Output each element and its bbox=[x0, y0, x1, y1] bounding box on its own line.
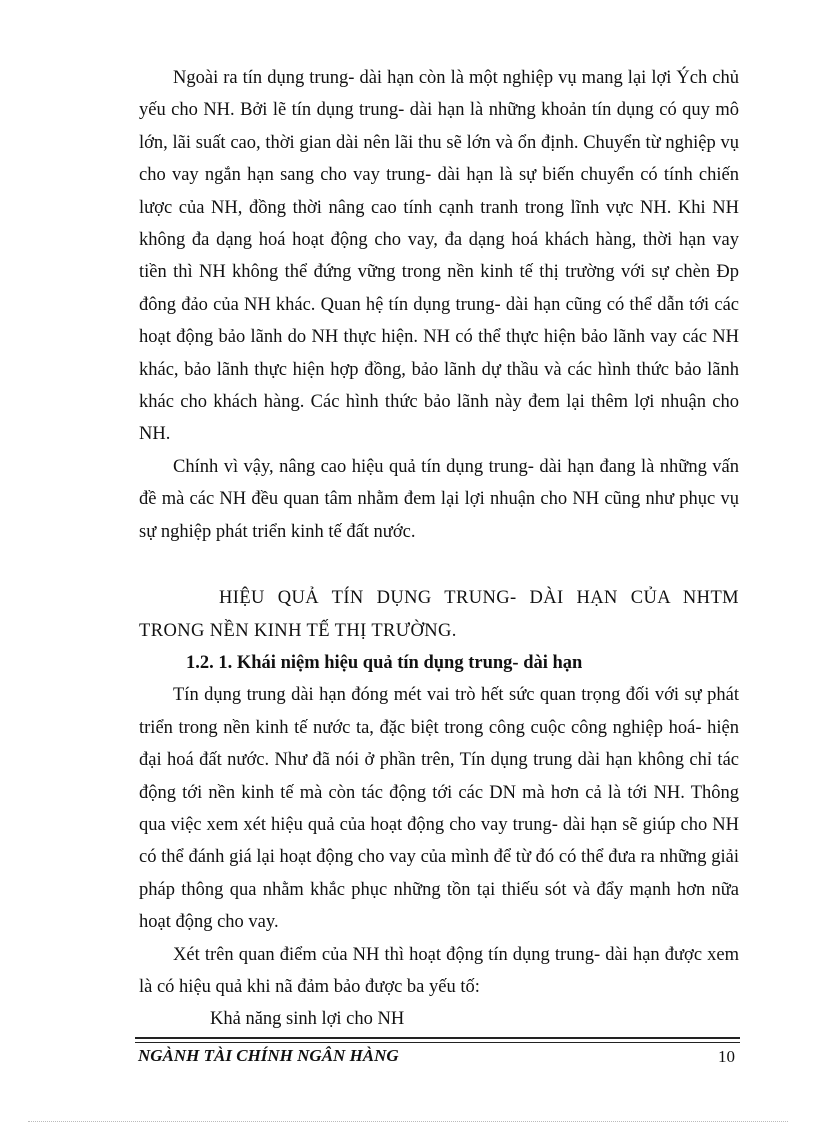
section-heading: HIỆU QUẢ TÍN DỤNG TRUNG- DÀI HẠN CỦA NHTM TRONG NỀN KINH TẾ THỊ TRƯỜNG. bbox=[139, 588, 739, 641]
page-number: 10 bbox=[718, 1047, 735, 1066]
paragraph-bank-perspective: Xét trên quan điểm của NH thì hoạt động tín dụng trung- dài hạn được xem là có hiệu quả khi nã đảm bảo được ba yếu tố: bbox=[139, 944, 739, 997]
paragraph-credit-benefits: Ngoài ra tín dụng trung- dài hạn còn là một nghiệp vụ mang lại lợi Ých chủ yếu cho NH. Bởi lẽ tín dụng trung- dài hạn là những khoản tín dụng có quy mô lớn, lãi suất cao, thời gian dài nên lãi thu sẽ lớn và ổn định. Chuyển từ nghiệp vụ cho vay ngắn hạn sang cho vay trung- dài hạn là sự biến chuyển có tính chiến lược của NH, đồng thời nâng cao tính cạnh tranh trong lĩnh vực NH. Khi NH không đa dạng hoá hoạt động cho vay, đa dạng hoá khách hàng, thời hạn vay tiền thì NH không thể đứng vững trong nền kinh tế thị trường với sự chèn Ðp đông đảo của NH khác. Quan hệ tín dụng trung- dài hạn cũng có thể dẫn tới các hoạt động bảo lãnh do NH thực hiện. NH có thể thực hiện bảo lãnh vay các NH khác, bảo lãnh thực hiện hợp đồng, bảo lãnh dự thầu và các hình thức bảo lãnh khác cho khách hàng. Các hình thức bảo lãnh này đem lại thêm lợi nhuận cho NH. bbox=[139, 68, 739, 445]
subsection-heading: 1.2. 1. Khái niệm hiệu quả tín dụng trung- dài hạn bbox=[186, 652, 583, 673]
document-body bbox=[139, 62, 739, 1036]
footer-rule-thin bbox=[135, 1042, 740, 1043]
footer-title: NGÀNH TÀI CHÍNH NGÂN HÀNG bbox=[138, 1046, 399, 1065]
page-bottom-divider bbox=[28, 1121, 788, 1122]
paragraph-role-of-credit: Tín dụng trung dài hạn đóng mét vai trò hết sức quan trọng đối với sự phát triển trong nền kinh tế nước ta, đặc biệt trong công cuộc công nghiệp hoá- hiện đại hoá đất nước. Như đã nói ở phần trên, Tín dụng trung dài hạn không chỉ tác động tới nền kinh tế mà còn tác động tới các DN mà hơn cả là tới NH. Thông qua việc xem xét hiệu quả của hoạt động cho vay trung- dài hạn sẽ giúp cho NH có thể đánh giá lại hoạt động cho vay của mình để từ đó có thể đưa ra những giải pháp thông qua nhằm khắc phục những tồn tại thiếu sót và đẩy mạnh hơn nữa hoạt động cho vay. bbox=[139, 685, 739, 933]
spacer bbox=[139, 548, 739, 582]
footer-rule-thick bbox=[135, 1037, 740, 1039]
paragraph-conclusion: Chính vì vậy, nâng cao hiệu quả tín dụng trung- dài hạn đang là những vấn đề mà các NH đều quan tâm nhằm đem lại lợi nhuận cho NH cũng như phục vụ sự nghiệp phát triển kinh tế đất nước. bbox=[139, 456, 739, 542]
list-item: Khả năng sinh lợi cho NH bbox=[210, 1009, 405, 1030]
